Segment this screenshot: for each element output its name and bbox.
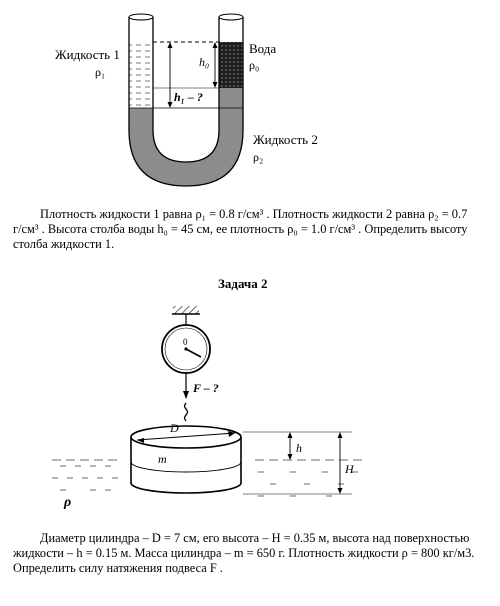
rho-symbol: ρ [64, 495, 72, 510]
task2-statement-line2: жидкости – h = 0.15 м. Масса цилиндра – m = 650 г. Плотность жидкости ρ = 800 кг/м3. [13, 546, 475, 560]
diameter-symbol: D [170, 421, 179, 435]
task1-statement-line1: Плотность жидкости 1 равна ρ₁ = 0.8 г/см³ . Плотность жидкости 2 равна ρ₂ = 0.7 [40, 207, 468, 221]
dial-zero-mark: 0 [183, 337, 188, 347]
task2-title: Задача 2 [218, 276, 268, 291]
water-label: Вода [249, 41, 277, 56]
force-question: F – ? [193, 381, 219, 395]
h0-symbol: h₀ [199, 55, 210, 69]
H-symbol: H [345, 462, 354, 476]
h-symbol: h [296, 441, 302, 455]
h1-question: h₁ – ? [174, 90, 203, 104]
mass-symbol: m [158, 452, 167, 466]
task1-statement-line3: столба жидкости 1. [13, 237, 115, 251]
liquid2-label: Жидкость 2 [253, 132, 318, 147]
rho1-symbol: ρ₁ [95, 65, 106, 79]
task2-statement-line1: Диаметр цилиндра – D = 7 см, его высота – H = 0.35 м, высота над поверхностью [40, 531, 470, 545]
ceiling-mount [173, 306, 199, 314]
cylinder-top [131, 426, 241, 448]
task1-statement-line2: г/см³ . Высота столба воды h₀ = 45 см, ее плотность ρ₀ = 1.0 г/см³ . Определить высоту [13, 222, 468, 236]
task2-statement-line3: Определить силу натяжения подвеса F . [13, 561, 223, 575]
liquid1-column [129, 42, 153, 108]
water-column [219, 42, 243, 88]
rho2-symbol: ρ₂ [253, 150, 264, 164]
rho0-symbol: ρ₀ [249, 58, 260, 72]
liquid1-label: Жидкость 1 [55, 47, 120, 62]
